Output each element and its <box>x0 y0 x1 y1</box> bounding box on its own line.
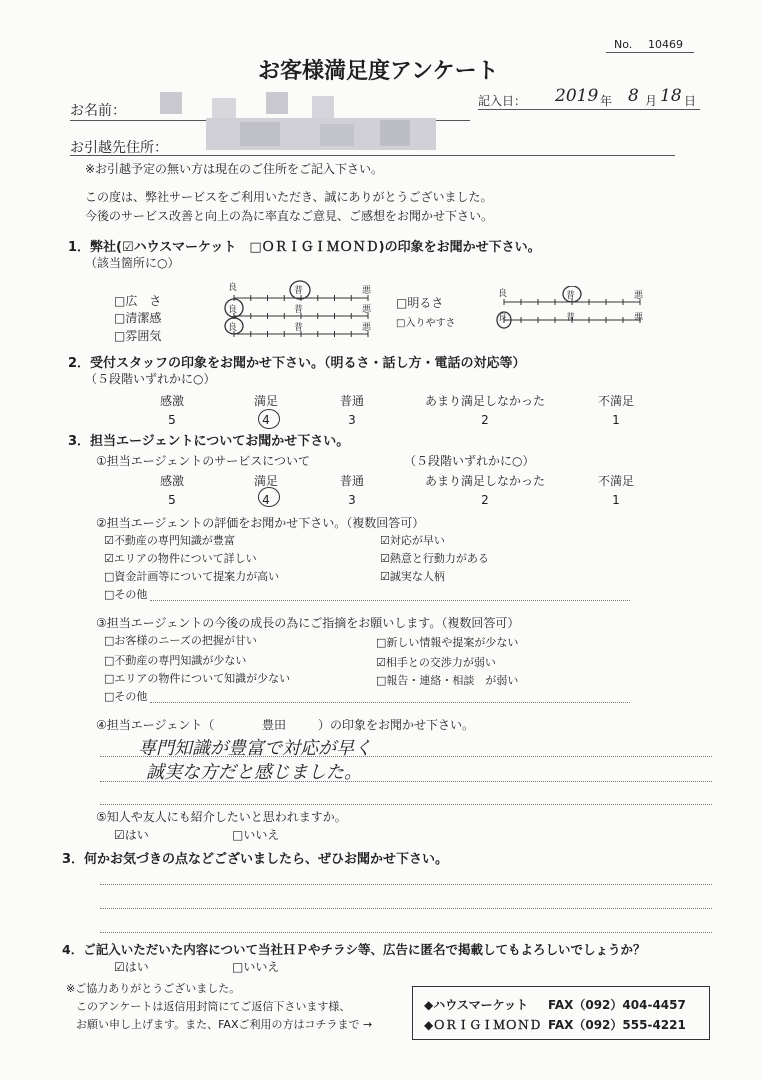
name-label: お名前： <box>70 103 126 119</box>
scale-label-normal: 普 <box>566 291 576 301</box>
q3-s3-item: □新しい情報や提案が少ない <box>376 636 519 649</box>
q3-s2-other-line <box>150 600 630 601</box>
q3-s1-option-1: 不満足 1 <box>597 474 634 507</box>
doc-number: 10469 <box>648 38 683 51</box>
date-label: 記入日： <box>478 94 527 108</box>
q3-s3-other-line <box>150 702 630 703</box>
q3-s2-item: □その他 <box>104 588 148 601</box>
q3-s1-selected-circle <box>258 487 280 507</box>
q2-sub: （５段階いずれかに○） <box>85 372 216 386</box>
q1-item-brightness: □明るさ <box>396 296 444 310</box>
q1-item-clean: □清潔感 <box>114 311 162 325</box>
fax-1-number: FAX（092）404-4457 <box>548 998 686 1012</box>
q3-s2-item: ☑エリアの物件について詳しい <box>104 552 257 565</box>
q3-s4-answer-line-2: 誠実な方だと感じました。 <box>146 762 362 783</box>
doc-number-label: No. <box>614 38 633 51</box>
date-day: 18 <box>660 86 682 106</box>
fax-1-name: ◆ハウスマーケット <box>424 998 529 1012</box>
q2-selected-circle <box>258 409 280 429</box>
q3-s4-agent: 豊田 <box>262 718 287 732</box>
date-year: 2019 <box>555 86 599 106</box>
footer-thanks: ※ご協力ありがとうございました。 <box>66 982 241 995</box>
date-underline <box>478 109 700 110</box>
q3-s3-item: □エリアの物件について知識が少ない <box>104 672 291 685</box>
q1-title: 1．弊社(☑ハウスマーケット □ＯＲＩＧＩＭＯＮＤ)の印象をお聞かせ下さい。 <box>68 240 541 255</box>
q3-s2-item: ☑誠実な人柄 <box>380 570 445 583</box>
q2-option-2: あまり満足しなかった 2 <box>424 394 545 427</box>
date-year-unit: 年 <box>600 94 613 108</box>
fax-2-number: FAX（092）555-4221 <box>548 1018 686 1032</box>
q2-option-3: 普通 3 <box>339 394 364 427</box>
q3-s3-item: □その他 <box>104 690 148 703</box>
scale-label-bad: 悪 <box>362 323 372 333</box>
q3-s2-title: ②担当エージェントの評価をお聞かせ下さい。（複数回答可） <box>96 516 425 530</box>
q1-item-atmosphere: □雰囲気 <box>114 329 162 343</box>
doc-number-underline <box>606 52 694 53</box>
footer-line-1: このアンケートは返信用封筒にてご返信下さいます様、 <box>76 1000 351 1013</box>
q3-s3-item: □不動産の専門知識が少ない <box>104 654 247 667</box>
q1-item-size: □広 さ <box>114 294 162 308</box>
q4-line-2 <box>100 908 712 909</box>
q3-s4-suffix: ）の印象をお聞かせ下さい。 <box>318 718 475 732</box>
q3-s3-item: □お客様のニーズの把握が甘い <box>104 634 257 647</box>
scale-label-good: 良 <box>228 323 238 333</box>
scale-label-bad: 悪 <box>634 313 644 323</box>
q5-title: 4．ご記入いただいた内容について当社ＨＰやチラシ等、広告に匿名で掲載してもよろしいでしょうか？ <box>62 942 646 957</box>
footer-line-2: お願い申し上げます。また、FAXご利用の方はコチラまで → <box>76 1018 373 1031</box>
scale-label-good: 良 <box>498 289 508 299</box>
intro-line-2: 今後のサービス改善と向上の為に率直なご意見、ご感想をお聞かせ下さい。 <box>85 209 494 223</box>
scale-label-good: 良 <box>228 283 238 293</box>
q3-s1-sub: （５段階いずれかに○） <box>404 454 535 468</box>
scale-label-normal: 普 <box>566 313 576 323</box>
q5-yes: ☑はい <box>114 960 149 974</box>
page-title: お客様満足度アンケート <box>258 59 499 84</box>
q3-s3-title: ③担当エージェントの今後の成長の為にご指摘をお願いします。（複数回答可） <box>96 616 520 630</box>
q3-s3-item: □報告・連絡・相談 が弱い <box>376 674 519 687</box>
q4-line-3 <box>100 932 712 933</box>
q3-s4-line-3 <box>100 804 712 805</box>
q3-s4-prefix: ④担当エージェント（ <box>96 718 215 732</box>
q3-title: 3．担当エージェントについてお聞かせ下さい。 <box>68 434 350 449</box>
q3-s4-answer-line-1: 専門知識が豊富で対応が早く <box>138 738 372 759</box>
q5-no: □いいえ <box>232 960 280 974</box>
scale-label-good: 良 <box>228 305 238 315</box>
date-day-unit: 日 <box>684 94 697 108</box>
q3-s5-no: □いいえ <box>232 828 280 842</box>
scale-label-bad: 悪 <box>362 305 372 315</box>
address-note: ※お引越予定の無い方は現在のご住所をご記入下さい。 <box>85 162 384 176</box>
q3-s1-title: ①担当エージェントのサービスについて <box>96 454 311 468</box>
address-label: お引越先住所： <box>70 140 168 156</box>
scale-label-bad: 悪 <box>634 291 644 301</box>
q3-s2-item: □資金計画等について提案力が高い <box>104 570 280 583</box>
q4-title: 3．何かお気づきの点などございましたら、ぜひお聞かせ下さい。 <box>62 852 449 867</box>
scale-label-normal: 普 <box>294 305 304 315</box>
q2-option-5: 感激 5 <box>159 394 184 427</box>
q1-sub: （該当箇所に○） <box>85 256 180 270</box>
q3-s2-item: ☑熱意と行動力がある <box>380 552 489 565</box>
scale-label-bad: 悪 <box>362 286 372 296</box>
address-underline <box>70 155 675 156</box>
date-month-unit: 月 <box>645 94 658 108</box>
q3-s5-title: ⑤知人や友人にも紹介したいと思われますか。 <box>96 810 347 824</box>
scale-label-normal: 普 <box>294 323 304 333</box>
q3-s1-option-2: あまり満足しなかった 2 <box>424 474 545 507</box>
q2-option-1: 不満足 1 <box>597 394 634 427</box>
q3-s4-line-1 <box>100 756 712 757</box>
q3-s2-item: ☑不動産の専門知識が豊富 <box>104 534 235 547</box>
q3-s1-option-5: 感激 5 <box>159 474 184 507</box>
scale-label-good: 良 <box>498 313 508 323</box>
q4-line-1 <box>100 884 712 885</box>
q1-item-accessibility: □入りやすさ <box>396 318 456 329</box>
q3-s3-item: ☑相手との交渉力が弱い <box>376 656 496 669</box>
intro-line-1: この度は、弊社サービスをご利用いただき、誠にありがとうございました。 <box>85 190 493 204</box>
q3-s5-yes: ☑はい <box>114 828 149 842</box>
q2-title: 2．受付スタッフの印象をお聞かせ下さい。（明るさ・話し方・電話の対応等） <box>68 356 526 371</box>
q3-s1-option-3: 普通 3 <box>339 474 364 507</box>
q2-option-4: 満足 4 <box>253 394 278 427</box>
fax-2-name: ◆ＯＲＩＧＩＭＯＮＤ <box>424 1018 542 1032</box>
scale-label-normal: 普 <box>294 286 304 296</box>
date-month: 8 <box>628 86 639 106</box>
q3-s4-line-2 <box>100 781 712 782</box>
q3-s2-item: ☑対応が早い <box>380 534 445 547</box>
q3-s1-option-4: 満足 4 <box>253 474 278 507</box>
